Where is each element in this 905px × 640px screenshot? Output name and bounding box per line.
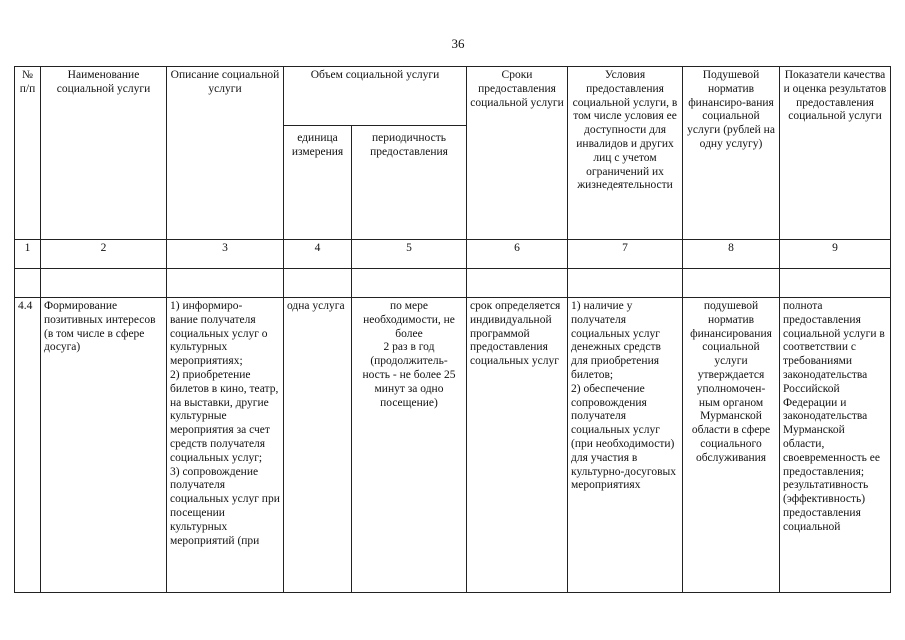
spacer-row <box>15 269 891 298</box>
service-row <box>15 298 891 593</box>
empty-cell <box>352 269 467 298</box>
header-indicators: Показатели качества и оценка результатов предоставления социальной услуги <box>780 67 891 240</box>
header-name: Наименование социальной услуги <box>41 67 167 240</box>
column-number: 8 <box>683 240 780 269</box>
empty-cell <box>467 269 568 298</box>
column-number: 9 <box>780 240 891 269</box>
header-periodicity: периодичность предоставления <box>352 126 467 240</box>
empty-cell <box>41 269 167 298</box>
column-number: 6 <box>467 240 568 269</box>
column-number: 3 <box>167 240 284 269</box>
empty-cell <box>167 269 284 298</box>
empty-cell <box>568 269 683 298</box>
row-description: 1) информиро- вание получателя социальных услуг о культурных мероприятиях; 2) приобретение билетов в кино, театр, на выставки, другие культурные мероприятия за счет средств получателя социальных услуг; 3) сопровождение получателя социальных услуг при посещении культурных мероприятий (при <box>167 298 284 593</box>
empty-cell <box>683 269 780 298</box>
column-number: 4 <box>284 240 352 269</box>
empty-cell <box>15 269 41 298</box>
page-number: 36 <box>451 36 465 51</box>
header-description: Описание социальной услуги <box>167 67 284 240</box>
header-terms: Сроки предоставления социальной услуги <box>467 67 568 240</box>
header-volume-group: Объем социальной услуги <box>284 67 467 126</box>
row-indicators: полнота предоставления социальной услуги в соответствии с требованиями законодательства Российской Федерации и законодательства Мурманской области, своевременность ее предоставления; результативность (эффективность) предоставления социальной <box>780 298 891 593</box>
row-periodicity: по мере необходимости, не более 2 раз в год (продолжитель- ность - не более 25 минут за одно посещение) <box>352 298 467 593</box>
column-number-row <box>15 240 891 269</box>
header-row-1 <box>15 67 891 126</box>
empty-cell <box>284 269 352 298</box>
column-number: 1 <box>15 240 41 269</box>
column-number: 7 <box>568 240 683 269</box>
row-normative: подушевой норматив финансирования социальной услуги утверждается уполномочен- ным органом Мурманской области в сфере социального обслуживания <box>683 298 780 593</box>
header-conditions: Условия предоставления социальной услуги, в том числе условия ее доступности для инвалидов и других лиц с учетом ограничений их жизнедеятельности <box>568 67 683 240</box>
row-conditions: 1) наличие у получателя социальных услуг денежных средств для приобретения билетов; 2) обеспечение сопровождения получателя социальных услуг (при необходимости) для участия в культурно-досуговых мероприятиях <box>568 298 683 593</box>
services-table <box>14 66 891 593</box>
header-num: № п/п <box>15 67 41 240</box>
column-number: 5 <box>352 240 467 269</box>
header-unit: единица измерения <box>284 126 352 240</box>
column-number: 2 <box>41 240 167 269</box>
row-name: Формирование позитивных интересов (в том числе в сфере досуга) <box>41 298 167 593</box>
row-unit: одна услуга <box>284 298 352 593</box>
header-normative: Подушевой норматив финансиро-вания социальной услуги (рублей на одну услугу) <box>683 67 780 240</box>
row-terms: срок определяется индивидуальной программой предоставления социальных услуг <box>467 298 568 593</box>
empty-cell <box>780 269 891 298</box>
row-num: 4.4 <box>15 298 41 593</box>
